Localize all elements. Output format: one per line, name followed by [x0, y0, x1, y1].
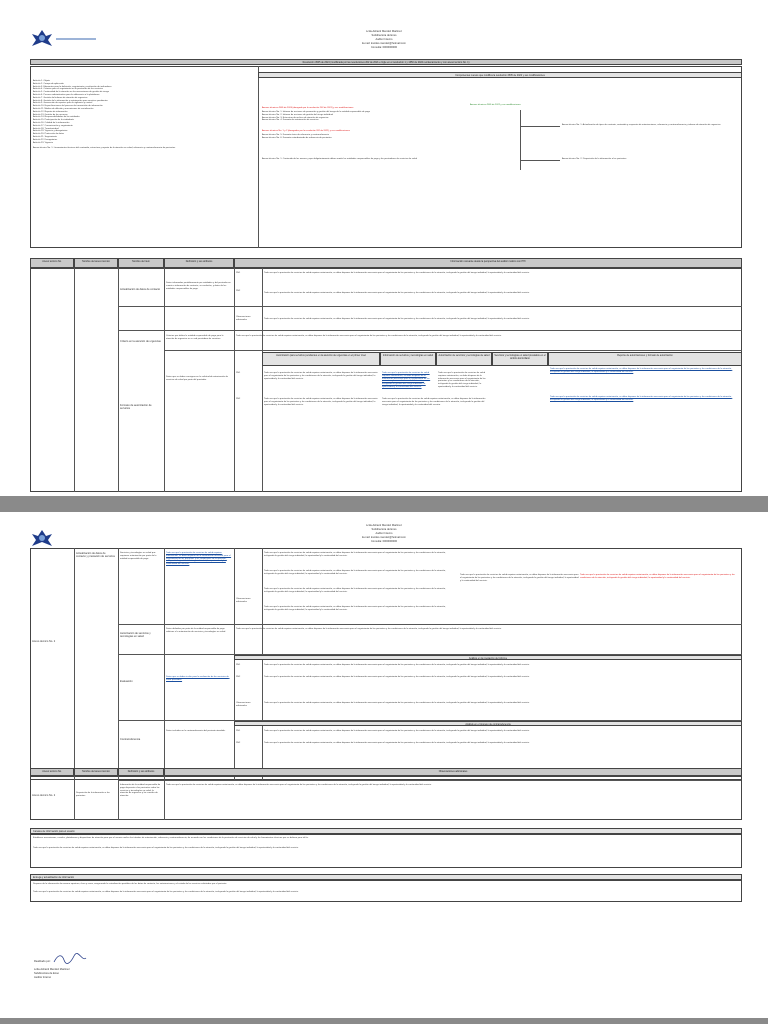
col-anexo: Anexo técnico No.: [30, 258, 74, 268]
organization-logo: [30, 28, 54, 48]
section-a-text: Establecer mecanismos, canales, plataformas y dispositivos de atención para que el usuario realice los trámites de autorización, referencia y contrarreferencia, de acuerdo con las condiciones de la prestación de servicios de salud y los lineamientos técnicos que se definan para tal fin.: [33, 837, 309, 839]
p2-ph2: PH2: [236, 676, 241, 678]
p2-header-line-3: Auditor Interno: [375, 532, 393, 535]
section-b-text: Disponer de la información de manera oportuna, clara y veraz, asegurando la actualización periódica de los datos de contacto, las autorizaciones y el estado de los servicios solicitados por el paciente.: [33, 883, 227, 885]
ph2-label: PH2: [236, 290, 241, 292]
articles-list: Artículo 1. Objeto Artículo 2. Campo de aplicación Artículo 3. Elementos para la definición, seguimiento y evaluación de indicadores Artículo 4. Criterios para el seguimiento en la prestación de los servicios Artículo 5. Continuidad de la atención en los mecanismos de gestión de riesgo Artículo 6. Proceso administrativo para la adherencia a la plataforma Artículo 7. Gestión del informe de atención de urgencias Artículo 8. Gestión de la información y autorización para servicios pendientes Artículo 9. Generación de reportes para la vigilancia y control Artículo 10. Especificaciones del proceso de transmisión de información Artículo 11. Medios de difusión y mecanismos de socialización Artículo 12. Reporte de información Artículo 13. Gestión de los recursos Artículo 14. Responsabilidades de las entidades Artículo 15. Participación de la ciudadanía Artículo 16. Calidad de la información Artículo 17. Comunicación y seguimiento Artículo 18. Transitoriedad Artículo 19. Vigencia y derogatorias Artículo 20. Protección de datos Artículo 21. Seguimiento Artículo 22. Derogatorias Artículo 23. Vigencia Anexo técnico No. 1. Lineamientos técnicos del contenido, estructura y reporte de la atención en salud, referencia y contrarreferencia de pacientes.: [33, 80, 176, 150]
signature-role: Subdirectora de Enso: [34, 972, 59, 975]
row1-item: Actualización de datos de contacto: [120, 288, 161, 291]
green-text-2: Anexo técnico No. 2. Disposición de la información a los pacientes: [562, 158, 627, 160]
row1-def: Datos informados periódicamente por entidades y del prestador en cuanto a información de contacto, su evolución, y datos de las entidades responsables de pago.: [166, 282, 232, 290]
sub-header-3: Autorización de servicios y tecnologías de salud: [436, 352, 492, 366]
p2-row0-text-a: Toda vez que la prestación de servicios de salud requiere autorización, se debe disponer de la información necesaria para el seguimiento de los pacientes y las condiciones de la atención, incluyendo la gestión del riesgo individual, la oportunidad y la continuidad del servicio.: [264, 552, 447, 557]
section-a-text-2: Toda vez que la prestación de servicios de salud requiere autorización, se debe disponer de la información necesaria para el seguimiento de los pacientes y las condiciones de la atención, incluyendo la gestión del riesgo individual, la oportunidad y la continuidad del servicio.: [33, 847, 299, 849]
logo-stripe: [56, 38, 96, 40]
row3-ph1-text: Toda vez que la prestación de servicios de salud requiere autorización, se debe disponer de la información necesaria para el seguimiento de los pacientes y las condiciones de la atención, incluyendo la gestión del riesgo individual, la oportunidad y la continuidad del servicio.: [264, 372, 379, 380]
p2-row3-item: Contrarreferencia: [120, 738, 141, 741]
header-line-1: Lcda.Ashantí Mendez Martinez: [366, 30, 402, 33]
row2-item: Criterio en la atención de urgencias: [120, 340, 161, 343]
col-informacion: Información relevante desde la perspectiva del auditor médico con PHI: [234, 258, 742, 268]
col-nombre-item: Nombre del ítem: [118, 258, 164, 268]
section-a-title: Canales de información para el usuario: [30, 828, 742, 834]
p2-obs-label: Observaciones adicionales: [236, 598, 252, 603]
row1-obs-text: Toda vez que la prestación de servicios de salud requiere autorización, se debe disponer de la información necesaria para el seguimiento de los pacientes y las condiciones de la atención, incluyendo la gestión del riesgo individual, la oportunidad y la continuidad del servicio.: [264, 318, 530, 320]
p2-col-def: Definición y sus atributos: [118, 768, 164, 776]
anexos-block-1: Anexo técnico No. 1. Informe de acciones de promoción y gestión del riesgo de la entidad responsable de pago Anexo técnico No. 2. Informe de acciones de gestión del riesgo individual Anexo técnico No. 3. Estructura de archivo de atención de urgencias Anexo técnico No. 4. Formato de autorización de servicios: [262, 111, 370, 122]
col-definicion: Definición y sus atributos: [164, 258, 234, 268]
row3-ph2-text: Toda vez que la prestación de servicios de salud requiere autorización, se debe disponer de la información necesaria para el seguimiento de los pacientes y las condiciones de la atención, incluyendo la gestión del riesgo individual, la oportunidad y la continuidad del servicio.: [264, 398, 379, 406]
row3-col3-text: Toda vez que la prestación de servicios de salud requiere autorización, se debe disponer de la información necesaria para el seguimiento de los pacientes y las condiciones de la atención, incluyendo la gestión del riesgo individual, la oportunidad y la continuidad del servicio.: [438, 372, 487, 388]
sub-header-4: Servicios y tecnologías en salud prestados en el ámbito domiciliario: [492, 352, 548, 366]
p2-left-label: Anexo técnico No. 2: [32, 640, 56, 643]
p2-row0-def-link: Toda vez que la prestación de servicios de salud requiere autorización, se debe disponer de la información necesaria para el seguimiento de los pacientes y las condiciones de la atención, incluyendo la gestión del riesgo individual, la oportunidad y la continuidad del servicio.: [166, 552, 232, 566]
green-heading: Anexos técnicos 4505 de 2022 y sus modificaciones: [470, 104, 521, 106]
p2-row1-text: Toda vez que la prestación de servicios de salud requiere autorización, se debe disponer de la información necesaria para el seguimiento de los pacientes y las condiciones de la atención, incluyendo la gestión del riesgo individual, la oportunidad y la continuidad del servicio.: [236, 628, 502, 630]
p2-row0-text-d: Toda vez que la prestación de servicios de salud requiere autorización, se debe disponer de la información necesaria para el seguimiento de los pacientes y las condiciones de la atención, incluyendo la gestión del riesgo individual, la oportunidad y la continuidad del servicio.: [264, 606, 447, 611]
row1-ph2-text: Toda vez que la prestación de servicios de salud requiere autorización, se debe disponer de la información necesaria para el seguimiento de los pacientes y las condiciones de la atención, incluyendo la gestión del riesgo individual, la oportunidad y la continuidad del servicio.: [264, 292, 530, 294]
signature-title: Auditor Interno: [34, 976, 52, 979]
document-page-1: [0, 0, 768, 496]
ph1-label: PH1: [236, 272, 241, 274]
p2-row0-text-b: Toda vez que la prestación de servicios de salud requiere autorización, se debe disponer de la información necesaria para el seguimiento de los pacientes y las condiciones de la atención, incluyendo la gestión del riesgo individual, la oportunidad y la continuidad del servicio.: [264, 570, 447, 575]
ph1-label-b: PH1: [236, 372, 241, 374]
header-email: E-mail: lourdes.mendez@hotmail.com: [362, 42, 406, 45]
row3-item: Formato de autorización de servicios: [120, 404, 153, 411]
p2-second-label: Anexo técnico No. 2: [32, 794, 56, 797]
p2-ph1-b: PH1: [236, 730, 241, 732]
p2-row0-text-c: Toda vez que la prestación de servicios de salud requiere autorización, se debe disponer de la información necesaria para el seguimiento de los pacientes y las condiciones de la atención, incluyendo la gestión del riesgo individual, la oportunidad y la continuidad del servicio.: [264, 588, 447, 593]
p2-row2-ph1: Toda vez que la prestación de servicios de salud requiere autorización, se debe disponer de la información necesaria para el seguimiento de los pacientes y las condiciones de la atención, incluyendo la gestión del riesgo individual, la oportunidad y la continuidad del servicio.: [264, 664, 530, 666]
title-banner: Resolución 4505 de 2024 (modificada por las resoluciones 202 de 2021 e Ingle en el resolución 1 y 1650 de 2024 reordenamiento y con anexo técnico No. 1): [30, 59, 742, 65]
p2-col-anexo: Anexo técnico No.: [30, 768, 74, 776]
p2-second-obs: Toda vez que la prestación de servicios de salud requiere autorización, se debe disponer de la información necesaria para el seguimiento de los pacientes y las condiciones de la atención, incluyendo la gestión del riesgo individual, la oportunidad y la continuidad del servicio.: [166, 784, 432, 786]
signature-mark: [52, 952, 88, 966]
obs-label: Observaciones adicionales: [236, 316, 252, 321]
sub-header-1: Autorización para servicios pendientes en la atención de urgencias en el primer nivel: [262, 352, 380, 366]
row3-def: Datos que se deben consignar en la solicitud de autorización de servicios de salud por parte del prestador.: [166, 376, 229, 381]
p2-col-nombre: Nombre del anexo técnico: [74, 768, 118, 776]
p2-row0-def: Servicios y tecnologías en salud que requieren autorización por parte de la entidad responsable de pago.: [120, 552, 157, 560]
p2-second-def: Información de la entidad responsable de pago dispuesta a los pacientes sobre los servicios y tecnologías en salud, la atención de urgencias y los canales de atención.: [120, 784, 161, 798]
col-nombre-anexo: Nombre del anexo técnico: [74, 258, 118, 268]
row1-ph1-text: Toda vez que la prestación de servicios de salud requiere autorización, se debe disponer de la información necesaria para el seguimiento de los pacientes y las condiciones de la atención, incluyendo la gestión del riesgo individual, la oportunidad y la continuidad del servicio.: [264, 272, 530, 274]
section-b-text-2: Toda vez que la prestación de servicios de salud requiere autorización, se debe disponer de la información necesaria para el seguimiento de los pacientes y las condiciones de la atención, incluyendo la gestión del riesgo individual, la oportunidad y la continuidad del servicio.: [33, 891, 299, 893]
organization-logo-page2: [30, 528, 54, 548]
sub-header-5: Reporte de autorizaciones y formato de autorización: [548, 352, 742, 366]
row2-text: Toda vez que la prestación de servicios de salud requiere autorización, se debe disponer de la información necesaria para el seguimiento de los pacientes y las condiciones de la atención, incluyendo la gestión del riesgo individual, la oportunidad y la continuidad del servicio.: [236, 335, 502, 337]
signature-name: Lcda.Ashantí Mendez Martinez: [34, 968, 70, 971]
red-heading-1: Anexos técnicos 4505 de 2024 (derogado por la resolución 202 de 2021) y sus modificaciones: [262, 107, 354, 109]
p2-row2-obs: Toda vez que la prestación de servicios de salud requiere autorización, se debe disponer de la información necesaria para el seguimiento de los pacientes y las condiciones de la atención, incluyendo la gestión del riesgo individual, la oportunidad y la continuidad del servicio.: [264, 702, 530, 704]
p2-sub-label-2: Análisis en el proceso de contrarreferencia: [234, 721, 742, 726]
p2-row1-def: Datos definidos por parte de la entidad responsable de pago relativos a la autorización de servicios y tecnologías en salud.: [166, 628, 226, 633]
p2-col-obs: Observaciones adicionales: [164, 768, 742, 776]
p2-row2-ph2: Toda vez que la prestación de servicios de salud requiere autorización, se debe disponer de la información necesaria para el seguimiento de los pacientes y las condiciones de la atención, incluyendo la gestión del riesgo individual, la oportunidad y la continuidad del servicio.: [264, 676, 530, 678]
p2-header-phone: Consulta: 0000000000: [370, 540, 398, 543]
p2-sub-label-1: Análisis en la prestación del informe: [234, 655, 742, 660]
p2-row0-text-e: Toda vez que la prestación de servicios de salud requiere autorización, se debe disponer de la información necesaria para el seguimiento de los pacientes y las condiciones de la atención, incluyendo la gestión del riesgo individual, la oportunidad y la continuidad del servicio.: [460, 574, 580, 582]
p2-ph1: PH1: [236, 664, 241, 666]
p2-header-line-1: Lcda.Ashantí Mendez Martinez: [366, 524, 402, 527]
p2-row2-item: Evaluación: [120, 680, 133, 683]
anexos-block-2: Anexo técnico No. 5. Formato único de referencia y contrarreferencia Anexo técnico No. 6. Formato estandarizado de referencia de pacientes: [262, 134, 332, 139]
anexo-mid: Anexo técnico No. 1. Contenido de los anexos y que obligatoriamente deben remitir las entidades responsables de pago y los prestadores de servicios de salud: [262, 158, 417, 160]
header-line-3: Auditor Interno: [375, 38, 393, 41]
p2-obs2: Observaciones adicionales: [236, 702, 252, 707]
p2-second-item: Disposición de la información a los pacientes: [76, 792, 111, 797]
row2-def: Criterios que define la entidad responsable de pago para la atención de urgencias en su red prestadora de servicios.: [166, 335, 225, 340]
section-heading: Componentes nuevos que modifica la resolución 4505 de 2022 y sus modificaciones: [258, 72, 742, 78]
signature-label: Realizado por:: [34, 960, 51, 963]
p2-row1-item: Autorización de servicios y tecnologías en salud: [120, 632, 152, 639]
row3-col5-text: Toda vez que la prestación de servicios de salud requiere autorización, se debe disponer de la información necesaria para el seguimiento de los pacientes y las condiciones de la atención, incluyendo la gestión del riesgo individual, la oportunidad y la continuidad del servicio.: [550, 368, 733, 373]
p2-row2-def: Datos que se deben incluir para la evaluación de los servicios de salud prestados.: [166, 676, 230, 681]
section-b-title: Entrega y actualización de información: [30, 874, 742, 880]
ph2-label-b: PH2: [236, 398, 241, 400]
red-heading-2: Anexos técnicos No. 1 y 2 (derogados por la resolución 202 de 2021) y sus modificaciones: [262, 130, 350, 132]
row3-col2-text: Toda vez que la prestación de servicios de salud requiere autorización, se debe disponer de la información necesaria para el seguimiento de los pacientes y las condiciones de la atención, incluyendo la gestión del riesgo individual, la oportunidad y la continuidad del servicio.: [382, 372, 431, 388]
p2-ph2-b: PH2: [236, 742, 241, 744]
p2-row0-item: Actualización de datos de contacto y prestación de servicios: [76, 552, 115, 559]
p2-row3-ph2: Toda vez que la prestación de servicios de salud requiere autorización, se debe disponer de la información necesaria para el seguimiento de los pacientes y las condiciones de la atención, incluyendo la gestión del riesgo individual, la oportunidad y la continuidad del servicio.: [264, 742, 530, 744]
p2-row3-ph1: Toda vez que la prestación de servicios de salud requiere autorización, se debe disponer de la información necesaria para el seguimiento de los pacientes y las condiciones de la atención, incluyendo la gestión del riesgo individual, la oportunidad y la continuidad del servicio.: [264, 730, 530, 732]
sub-header-2: Información de servicios y tecnologías en salud: [380, 352, 436, 366]
p2-row0-text-red: Toda vez que la prestación de servicios de salud requiere autorización, se debe disponer de la información necesaria para el seguimiento de los pacientes y las condiciones de la atención, incluyendo la gestión del riesgo individual, la oportunidad y la continuidad del servicio.: [580, 574, 736, 579]
p2-row3-def: Datos incluidos en la contrarreferencia del paciente atendido.: [166, 730, 226, 732]
row3-ph2-col2-text: Toda vez que la prestación de servicios de salud requiere autorización, se debe disponer de la información necesaria para el seguimiento de los pacientes y las condiciones de la atención, incluyendo la gestión del riesgo individual, la oportunidad y la continuidad del servicio.: [382, 398, 486, 406]
green-text: Anexo técnico No. 1. Actualización de tipos de contexto, contenido y respuesta de autorizaciones, referencia y contrarreferencia y informe de atención de urgencias: [562, 124, 721, 126]
p2-header-line-2: Subdirectora de Enso: [371, 528, 397, 531]
header-phone: Consulta: 0000000000: [370, 46, 398, 49]
p2-second-table-body: [30, 776, 742, 820]
document-page-2: [0, 512, 768, 1018]
header-line-2: Subdirectora de Enso: [371, 34, 397, 37]
p2-header-email: E-mail: lourdes.mendez@hotmail.com: [362, 536, 406, 539]
row3-ph2-col5-text: Toda vez que la prestación de servicios de salud requiere autorización, se debe disponer de la información necesaria para el seguimiento de los pacientes y las condiciones de la atención, incluyendo la gestión del riesgo individual, la oportunidad y la continuidad del servicio.: [550, 396, 733, 401]
